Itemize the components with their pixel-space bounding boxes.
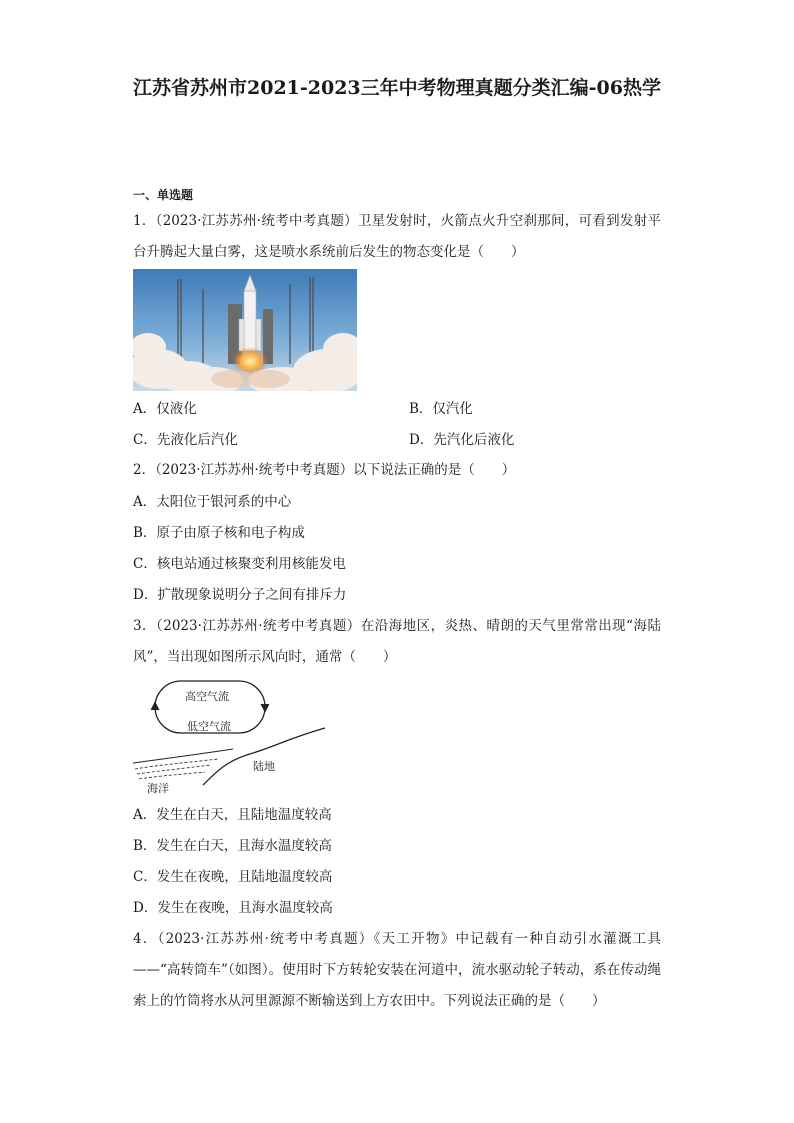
q1-option-b[interactable]: B．仅汽化: [409, 401, 473, 417]
question-1-stem: 1．（2023·江苏苏州·统考中考真题）卫星发射时，火箭点火升空刹那间，可看到发射平台升腾起大量白雾，这是喷水系统前后发生的物态变化是（ ）: [133, 213, 661, 260]
page-title: 江苏省苏州市2021-2023三年中考物理真题分类汇编-06热学: [133, 77, 661, 99]
label-upper-airflow: 高空气流: [185, 690, 229, 703]
q3-option-d[interactable]: D．发生在夜晚，且海水温度较高: [133, 900, 333, 916]
q2-option-a[interactable]: A．太阳位于银河系的中心: [133, 494, 292, 510]
label-lower-airflow: 低空气流: [187, 720, 231, 733]
rocket-launch-image: [133, 269, 357, 391]
label-land: 陆地: [253, 760, 275, 773]
sea-land-breeze-diagram: [133, 675, 333, 800]
q3-option-a[interactable]: A．发生在白天，且陆地温度较高: [133, 807, 332, 823]
q1-option-c[interactable]: C．先液化后汽化: [133, 432, 238, 448]
q3-option-c[interactable]: C．发生在夜晚，且陆地温度较高: [133, 869, 333, 885]
q2-option-d[interactable]: D．扩散现象说明分子之间有排斥力: [133, 587, 347, 603]
question-3-stem: 3．（2023·江苏苏州·统考中考真题）在沿海地区，炎热、晴朗的天气里常常出现“海陆风”，当出现如图所示风向时，通常（ ）: [133, 618, 661, 665]
question-4-stem: 4．（2023·江苏苏州·统考中考真题）《天工开物》中记载有一种自动引水灌溉工具——“高转筒车”（如图）。使用时下方转轮安装在河道中，流水驱动轮子转动，系在传动绳索上的竹筒将水从河里源源不断输送到上方农田中。下列说法正确的是（ ）: [133, 931, 661, 1009]
q1-option-d[interactable]: D．先汽化后液化: [409, 432, 515, 448]
q1-option-a[interactable]: A．仅液化: [133, 401, 197, 417]
question-2-stem: 2．（2023·江苏苏州·统考中考真题）以下说法正确的是（ ）: [133, 462, 516, 478]
q3-option-b[interactable]: B．发生在白天，且海水温度较高: [133, 838, 332, 854]
section-heading: 一、单选题: [133, 188, 194, 202]
label-sea: 海洋: [147, 782, 169, 795]
q2-option-c[interactable]: C．核电站通过核聚变利用核能发电: [133, 556, 346, 572]
q2-option-b[interactable]: B．原子由原子核和电子构成: [133, 525, 305, 541]
